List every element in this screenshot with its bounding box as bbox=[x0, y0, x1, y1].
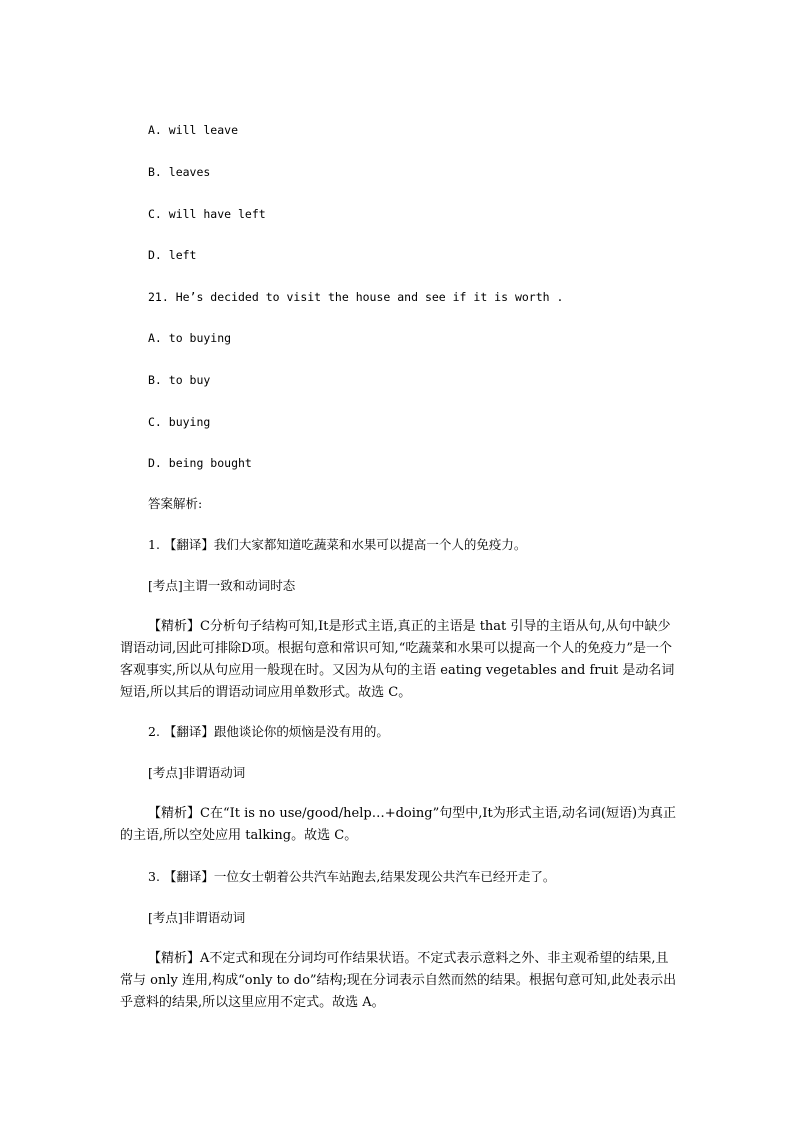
q21-option-c: C. buying bbox=[148, 415, 211, 429]
answer-3-jingxi: 【精析】A不定式和现在分词均可作结果状语。不定式表示意料之外、非主观希望的结果,且常与 only 连用,构成“only to do”结构;现在分词表示自然而然的结果。根据句意可知,此处表示出乎意料的结果,所以这里应用不定式。故选 A。 bbox=[120, 951, 677, 1010]
answer-2-jingxi: 【精析】C在“It is no use/good/help…+doing”句型中,It为形式主语,动名词(短语)为真正的主语,所以空处应用 talking。故选 C。 bbox=[120, 806, 677, 843]
q21-option-b: B. to buy bbox=[148, 373, 211, 387]
q20-option-a: A. will leave bbox=[148, 123, 239, 137]
answer-1-jingxi: 【精析】C分析句子结构可知,It是形式主语,真正的主语是 that 引导的主语从句,从句中缺少谓语动词,因此可排除D项。根据句意和常识可知,“吃蔬菜和水果可以提高一个人的免疫力”是一个客观事实,所以从句应用一般现在时。又因为从句的主语 eating vegetables and fruit 是动名词短语,所以其后的谓语动词应用单数形式。故选 C。 bbox=[120, 619, 675, 700]
answer-1-kaodian: [考点]主谓一致和动词时态 bbox=[148, 578, 296, 593]
q21-option-a: A. to buying bbox=[148, 331, 232, 345]
q21-stem: 21. He’s decided to visit the house and see if it is worth . bbox=[148, 290, 564, 304]
q20-option-c: C. will have left bbox=[148, 207, 266, 221]
answers-heading: 答案解析: bbox=[148, 496, 203, 511]
answer-3-translation: 3. 【翻译】一位女士朝着公共汽车站跑去,结果发现公共汽车已经开走了。 bbox=[148, 869, 556, 884]
q21-option-d: D. being bought bbox=[148, 456, 252, 470]
q20-option-b: B. leaves bbox=[148, 165, 211, 179]
answer-3-kaodian: [考点]非谓语动词 bbox=[148, 910, 246, 925]
answer-1-translation: 1. 【翻译】我们大家都知道吃蔬菜和水果可以提高一个人的免疫力。 bbox=[148, 537, 527, 552]
answer-2-translation: 2. 【翻译】跟他谈论你的烦恼是没有用的。 bbox=[148, 724, 389, 739]
q20-option-d: D. left bbox=[148, 248, 197, 262]
answer-2-kaodian: [考点]非谓语动词 bbox=[148, 765, 246, 780]
